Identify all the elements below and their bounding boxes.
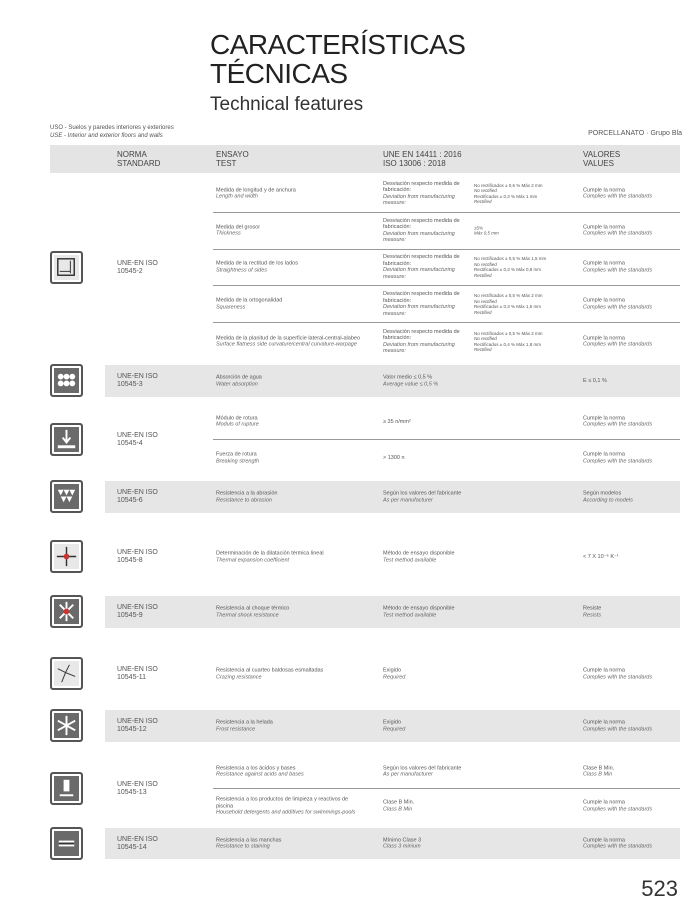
- norma-line: UNE-EN ISO: [117, 260, 158, 267]
- req-en: Average value ≤ 0,5 %: [383, 381, 439, 387]
- test-cell: [216, 224, 366, 237]
- value-en: Complies with the standards: [583, 421, 653, 428]
- norma-code: 10545-14: [117, 843, 147, 851]
- req-en: Deviation from manufacturing measure:: [383, 304, 455, 317]
- tolerance-note: [474, 331, 574, 353]
- value-es: Cumple la norma: [583, 667, 625, 674]
- value-es: Cumple la norma: [583, 837, 625, 843]
- test-es: Determinación de la dilatación térmica lineal: [216, 550, 324, 557]
- value-cell: [583, 415, 693, 428]
- test-cell: [216, 452, 366, 465]
- breaking-strength-icon: [50, 423, 83, 456]
- req-es: Desviación respecto medida de fabricación:: [383, 328, 460, 342]
- value-en: Complies with the standards: [583, 843, 653, 850]
- table-row: [213, 789, 680, 823]
- req-en: Required: [383, 726, 406, 732]
- stain-resistance-icon: [50, 827, 83, 860]
- requirement-cell: [383, 491, 471, 504]
- value-en: Complies with the standards: [583, 458, 653, 464]
- h-valores: VALORES: [583, 150, 621, 159]
- requirement-cell: [383, 291, 471, 317]
- table-group: [50, 528, 680, 586]
- tolerance-note: [474, 225, 574, 236]
- req-es: Según los valores del fabricante: [383, 490, 462, 497]
- table-group: [50, 828, 680, 859]
- req-en: Deviation from manufacturing measure:: [383, 267, 455, 280]
- thermal-shock-icon: [50, 595, 83, 628]
- req-es: ≥ 35 n/mm²: [383, 418, 411, 425]
- value-es: < 7 X 10⁻⁶ K⁻¹: [583, 553, 619, 560]
- table-group: [50, 648, 680, 700]
- value-en: Complies with the standards: [583, 726, 653, 732]
- req-es: Valor medio ≤ 0,5 %: [383, 374, 433, 381]
- norma-code: 10545-6: [117, 497, 143, 504]
- norma-line: UNE-EN ISO: [117, 432, 158, 439]
- norma-line: UNE-EN ISO: [117, 835, 158, 843]
- value-cell: [583, 298, 693, 311]
- value-en: Complies with the standards: [583, 674, 653, 680]
- table-row: [213, 440, 680, 476]
- test-cell: [216, 765, 366, 778]
- test-es: Resistencia al choque térmico: [216, 605, 290, 612]
- test-cell: [216, 491, 366, 504]
- test-cell: [216, 837, 366, 850]
- value-cell: [583, 452, 693, 465]
- req-es: Desviación respecto medida de fabricación:: [383, 291, 460, 304]
- norma-code: 10545-4: [117, 440, 143, 447]
- table-row: [213, 596, 680, 628]
- table-header: [50, 145, 680, 173]
- test-en: Household detergents and additives for swimmings-pools: [216, 809, 356, 816]
- test-es: Medida de la planitud de la superficie lateral-central-alabeo: [216, 335, 361, 342]
- use-en: USE - Interior and exterior floors and walls: [50, 133, 163, 139]
- req-es: Mínimo Clase 3: [383, 837, 422, 843]
- norma-label: [117, 489, 158, 505]
- test-es: Medida de la ortogonalidad: [216, 297, 283, 304]
- water-absorption-icon: [50, 364, 83, 397]
- title-line1: CARACTERÍSTICAS: [210, 29, 466, 60]
- test-en: Water absorption: [216, 381, 258, 387]
- value-es: Cumple la norma: [583, 451, 625, 458]
- use-es: USO - Suelos y paredes interiores y exteriores: [50, 125, 174, 131]
- note-line: Rectified: [474, 347, 492, 353]
- requirement-cell: [383, 668, 471, 681]
- requirement-cell: [383, 837, 471, 850]
- h-test: TEST: [216, 159, 237, 168]
- requirement-cell: [383, 329, 471, 355]
- header-une: [383, 150, 462, 168]
- value-es: Cumple la norma: [583, 335, 625, 342]
- test-en: Thermal shock resistance: [216, 612, 279, 618]
- req-es: Desviación respecto medida de fabricación:: [383, 180, 460, 194]
- note-line: Rectificados ± 0,4 % Máx 1,8 mm: [474, 341, 541, 347]
- value-cell: [583, 491, 693, 504]
- value-cell: [583, 554, 693, 561]
- req-en: Deviation from manufacturing measure:: [383, 193, 455, 207]
- requirement-cell: [383, 720, 471, 733]
- tolerance-note: [474, 183, 574, 205]
- test-en: Moduls of rupture: [216, 421, 259, 428]
- test-es: Absorción de agua: [216, 374, 262, 381]
- value-en: Complies with the standards: [583, 193, 653, 200]
- test-es: Resistencia al cuarteo baldosas esmaltadas: [216, 667, 324, 674]
- table-group: [50, 710, 680, 742]
- value-cell: [583, 335, 693, 348]
- h-une: UNE EN 14411 : 2016: [383, 150, 462, 159]
- requirement-cell: [383, 418, 471, 425]
- test-cell: [216, 668, 366, 681]
- norma-line: UNE-EN ISO: [117, 373, 158, 380]
- test-en: Resistance to staining: [216, 843, 270, 850]
- table-row: [213, 828, 680, 859]
- norma-code: 10545-12: [117, 726, 147, 733]
- header-ensayo: [216, 150, 249, 168]
- crazing-icon: [50, 657, 83, 690]
- test-en: Resistance to abrasion: [216, 497, 272, 503]
- table-row: [213, 286, 680, 323]
- page-title: [210, 30, 465, 88]
- note-line: No rectificados ± 0,5 % Máx 2 mm: [474, 330, 543, 336]
- test-cell: [216, 720, 366, 733]
- requirement-cell: [383, 800, 471, 813]
- value-es: Cumple la norma: [583, 187, 625, 194]
- norma-label: [117, 549, 158, 565]
- norma-code: 10545-8: [117, 557, 143, 564]
- norma-code: 10545-2: [117, 268, 143, 275]
- test-cell: [216, 606, 366, 619]
- page-number: 523: [641, 876, 678, 901]
- norma-code: 10545-13: [117, 789, 147, 796]
- requirement-cell: [383, 606, 471, 619]
- table-row: [213, 250, 680, 287]
- norma-line: UNE-EN ISO: [117, 604, 158, 611]
- brand-label: PORCELLANATO · Grupo Bla: [588, 130, 682, 137]
- req-es: Método de ensayo disponible: [383, 550, 455, 557]
- norma-line: UNE-EN ISO: [117, 489, 158, 496]
- test-en: Surface flatness side curvature/central curvature-warpage: [216, 341, 357, 348]
- chemical-resistance-icon: [50, 772, 83, 805]
- table-row: [213, 710, 680, 742]
- test-cell: [216, 796, 366, 816]
- value-es: Clase B Min.: [583, 765, 615, 771]
- abrasion-icon: [50, 480, 83, 513]
- header-valores: [583, 150, 620, 168]
- test-es: Medida del grosor: [216, 224, 261, 231]
- value-en: Resists: [583, 612, 602, 618]
- value-es: E ≤ 0,1 %: [583, 377, 607, 384]
- value-es: Cumple la norma: [583, 799, 625, 806]
- table-row: [213, 323, 680, 360]
- value-cell: [583, 378, 693, 385]
- req-es: Clase B Min.: [383, 799, 415, 806]
- test-en: Frost resistance: [216, 726, 256, 732]
- test-en: Resistance against acids and bases: [216, 771, 304, 778]
- table-row: [213, 528, 680, 586]
- table-row: [213, 404, 680, 440]
- norma-label: [117, 781, 158, 797]
- test-es: Módulo de rotura: [216, 415, 258, 421]
- test-cell: [216, 187, 366, 200]
- requirement-cell: [383, 551, 471, 564]
- note-line: No rectified: [474, 336, 497, 342]
- value-cell: [583, 224, 693, 237]
- header-norma: [117, 150, 160, 168]
- norma-label: [117, 432, 158, 448]
- norma-line: UNE-EN ISO: [117, 718, 158, 725]
- h-values: VALUES: [583, 159, 614, 168]
- requirement-cell: [383, 254, 471, 280]
- req-es: Desviación respecto medida de fabricación:: [383, 217, 460, 231]
- test-en: Thickness: [216, 230, 241, 237]
- title-line2: TÉCNICAS: [210, 58, 348, 89]
- test-es: Resistencia a los ácidos y bases: [216, 765, 296, 771]
- table-row: [213, 213, 680, 250]
- test-en: Crazing resistance: [216, 674, 262, 680]
- test-en: Straightness of sides: [216, 267, 268, 274]
- table-row: [213, 755, 680, 789]
- note-line: No rectificados ± 0,5 % Máx 1,5 mm: [474, 256, 547, 262]
- req-en: As per manufacturer: [383, 497, 433, 503]
- value-es: Cumple la norma: [583, 224, 625, 231]
- note-line: Rectificados ± 0,3 % Máx 1 mm: [474, 193, 538, 199]
- norma-label: [117, 260, 158, 276]
- note-line: Rectified: [474, 199, 492, 205]
- norma-label: [117, 666, 158, 682]
- req-en: Class 3 minium: [383, 843, 421, 850]
- req-en: Deviation from manufacturing measure:: [383, 230, 455, 244]
- requirement-cell: [383, 375, 471, 388]
- note-line: Rectificados ± 0,3 % Máx 1,5 mm: [474, 304, 541, 310]
- value-es: Cumple la norma: [583, 415, 625, 421]
- table-row: [213, 176, 680, 213]
- test-en: Breaking strength: [216, 458, 260, 464]
- test-en: Squareness: [216, 304, 246, 311]
- norma-label: [117, 718, 158, 734]
- test-en: Thermal expansion coefficient: [216, 557, 290, 563]
- note-line: No rectificados ± 0,6 % Máx 2 mm: [474, 182, 543, 188]
- value-cell: [583, 720, 693, 733]
- req-es: Según los valores del fabricante: [383, 765, 462, 771]
- norma-line: UNE-EN ISO: [117, 781, 158, 788]
- tile-dimensions-icon: [50, 251, 83, 284]
- value-cell: [583, 837, 693, 850]
- h-standard: STANDARD: [117, 159, 161, 168]
- test-cell: [216, 375, 366, 388]
- requirement-cell: [383, 181, 471, 207]
- value-es: Cumple la norma: [583, 260, 625, 267]
- note-line: ±5%: [474, 225, 483, 231]
- note-line: Rectificados ± 0,3 % Máx 0,8 mm: [474, 267, 541, 273]
- req-es: > 1300 n: [383, 454, 405, 461]
- note-line: No rectificados ± 0,5 % Máx 2 mm: [474, 293, 543, 299]
- value-en: Complies with the standards: [583, 806, 653, 812]
- h-ensayo: ENSAYO: [216, 150, 249, 159]
- table-row: [213, 365, 680, 397]
- req-en: Test method available: [383, 612, 437, 618]
- table-group: [50, 404, 680, 476]
- value-es: Resiste: [583, 605, 602, 612]
- use-note: [50, 124, 174, 140]
- norma-line: UNE-EN ISO: [117, 666, 158, 673]
- test-es: Fuerza de rotura: [216, 451, 257, 458]
- test-cell: [216, 415, 366, 428]
- table-group: [50, 596, 680, 628]
- test-es: Resistencia a la abrasión: [216, 490, 278, 497]
- test-es: Medida de longitud y de anchura: [216, 187, 296, 194]
- table-row: [213, 648, 680, 700]
- note-line: Máx 0,5 mm: [474, 230, 499, 236]
- frost-icon: [50, 709, 83, 742]
- req-es: Exigido: [383, 719, 402, 726]
- table-group: [50, 755, 680, 823]
- req-en: Class B Min: [383, 806, 413, 812]
- value-en: Complies with the standards: [583, 230, 653, 237]
- req-es: Método de ensayo disponible: [383, 605, 455, 612]
- norma-code: 10545-11: [117, 674, 147, 681]
- norma-label: [117, 604, 158, 620]
- note-line: No rectified: [474, 261, 497, 267]
- test-cell: [216, 298, 366, 311]
- value-es: Cumple la norma: [583, 297, 625, 304]
- tolerance-note: [474, 256, 574, 278]
- value-en: Class B Min: [583, 771, 613, 778]
- norma-label: [117, 373, 158, 389]
- value-cell: [583, 187, 693, 200]
- value-en: Complies with the standards: [583, 267, 653, 274]
- note-line: No rectified: [474, 298, 497, 304]
- table-group: [50, 481, 680, 513]
- thermal-expansion-icon: [50, 540, 83, 573]
- value-es: Cumple la norma: [583, 719, 625, 726]
- value-cell: [583, 800, 693, 813]
- test-es: Resistencia a los productos de limpieza y reactivos de piscina: [216, 796, 349, 809]
- norma-code: 10545-3: [117, 381, 143, 388]
- test-cell: [216, 335, 366, 348]
- value-en: Complies with the standards: [583, 304, 653, 311]
- value-cell: [583, 606, 693, 619]
- value-en: According to models: [583, 497, 633, 503]
- tolerance-note: [474, 293, 574, 315]
- test-cell: [216, 261, 366, 274]
- norma-line: UNE-EN ISO: [117, 549, 158, 556]
- page-subtitle: Technical features: [210, 94, 364, 115]
- table-row: [213, 481, 680, 513]
- test-cell: [216, 551, 366, 564]
- value-cell: [583, 261, 693, 274]
- requirement-cell: [383, 455, 471, 462]
- req-en: Test method available: [383, 557, 437, 563]
- req-en: Required: [383, 674, 406, 680]
- test-es: Resistencia a la helada: [216, 719, 273, 726]
- req-en: As per manufacturer: [383, 771, 433, 778]
- req-es: Desviación respecto medida de fabricación:: [383, 254, 460, 267]
- value-cell: [583, 765, 693, 778]
- h-norma: NORMA: [117, 150, 147, 159]
- req-es: Exigido: [383, 667, 402, 674]
- table-group: [50, 365, 680, 397]
- h-iso: ISO 13006 : 2018: [383, 159, 446, 168]
- test-en: Length and width: [216, 193, 258, 200]
- test-es: Resistencia a las manchas: [216, 837, 282, 843]
- note-line: Rectified: [474, 309, 492, 315]
- note-line: No rectified: [474, 188, 497, 194]
- table-group: [50, 176, 680, 360]
- value-cell: [583, 668, 693, 681]
- value-en: Complies with the standards: [583, 341, 653, 348]
- norma-label: [117, 836, 158, 852]
- norma-code: 10545-9: [117, 612, 143, 619]
- requirement-cell: [383, 218, 471, 244]
- note-line: Rectified: [474, 272, 492, 278]
- value-es: Según modelos: [583, 490, 622, 497]
- test-es: Medida de la rectitud de los lados: [216, 260, 298, 267]
- requirement-cell: [383, 765, 471, 778]
- req-en: Deviation from manufacturing measure:: [383, 341, 455, 355]
